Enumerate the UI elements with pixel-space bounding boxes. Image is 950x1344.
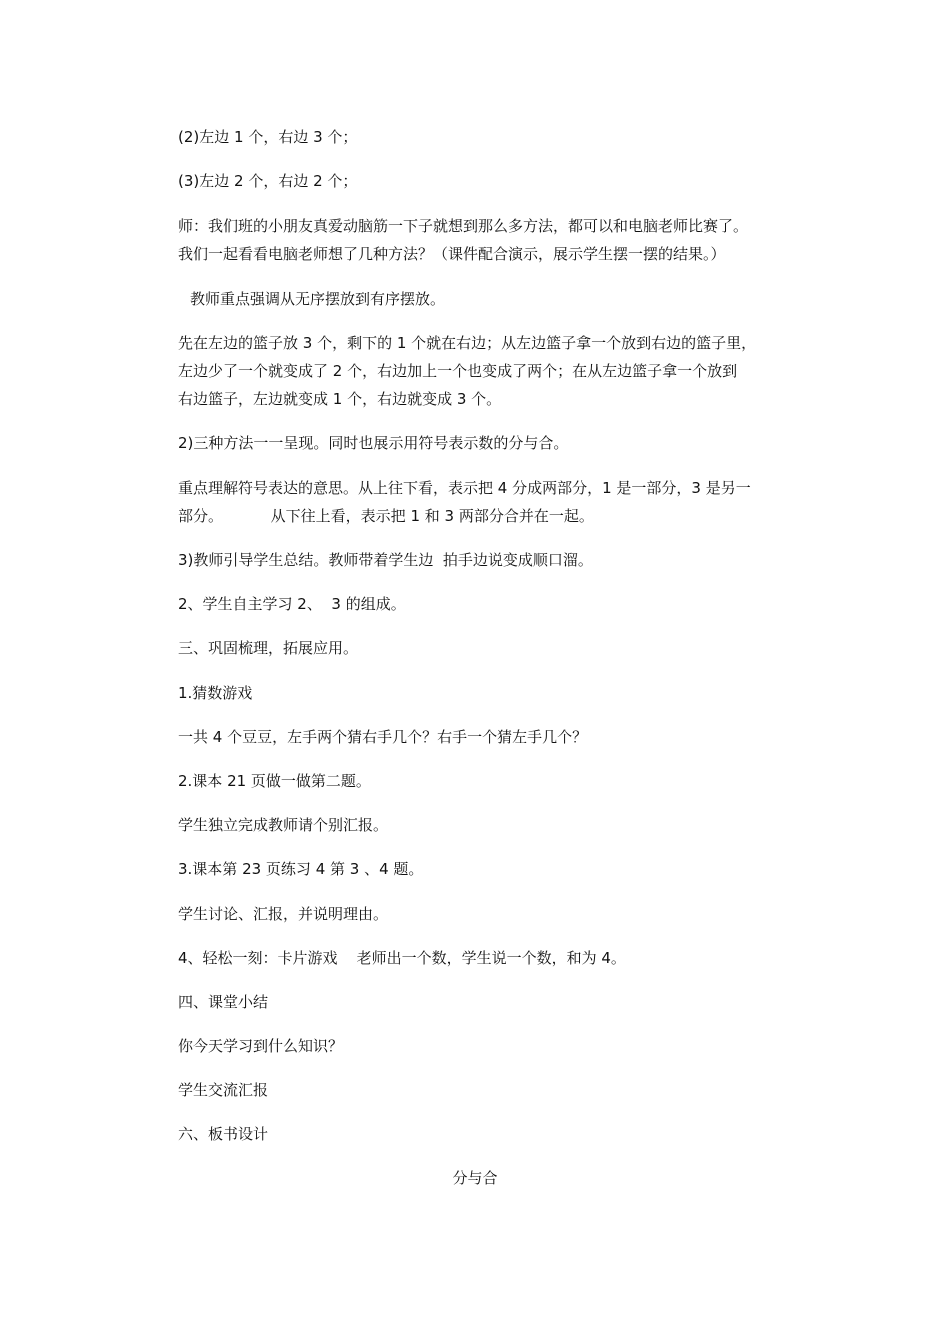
section-heading: 六、板书设计 [178, 1125, 269, 1143]
text-line: 一共 4 个豆豆，左手两个猜右手几个？右手一个猜左手几个？ [178, 728, 588, 746]
section-heading: 三、巩固梳理，拓展应用。 [178, 639, 359, 657]
text-line: 1.猜数游戏 [178, 684, 253, 702]
text-line: 学生交流汇报 [178, 1081, 269, 1099]
text-line: 你今天学习到什么知识？ [178, 1037, 344, 1055]
text-line: 3)教师引导学生总结。教师带着学生边 拍手边说变成顺口溜。 [178, 551, 593, 569]
text-line: 左边少了一个就变成了 2 个，右边加上一个也变成了两个；在从左边篮子拿一个放到 [178, 362, 738, 380]
text-line: 4、轻松一刻：卡片游戏 老师出一个数，学生说一个数，和为 4。 [178, 949, 626, 967]
text-line: 师：我们班的小朋友真爱动脑筋一下子就想到那么多方法，都可以和电脑老师比赛了。 [178, 217, 749, 235]
text-line: 右边篮子，左边就变成 1 个，右边就变成 3 个。 [178, 390, 502, 408]
text-line: 我们一起看看电脑老师想了几种方法？（课件配合演示，展示学生摆一摆的结果。） [178, 245, 726, 263]
text-line: 先在左边的篮子放 3 个，剩下的 1 个就在右边；从左边篮子拿一个放到右边的篮子里， [178, 334, 757, 352]
text-line: 学生讨论、汇报，并说明理由。 [178, 905, 389, 923]
text-line: 2.课本 21 页做一做第二题。 [178, 772, 371, 790]
text-line: (3)左边 2 个，右边 2 个； [178, 172, 358, 190]
text-line: 教师重点强调从无序摆放到有序摆放。 [190, 290, 446, 308]
text-line: 3.课本第 23 页练习 4 第 3 、4 题。 [178, 860, 424, 878]
text-line: 部分。 从下往上看，表示把 1 和 3 两部分合并在一起。 [178, 507, 594, 525]
board-title: 分与合 [452, 1169, 498, 1187]
text-line: 学生独立完成教师请个别汇报。 [178, 816, 389, 834]
text-line: 重点理解符号表达的意思。从上往下看，表示把 4 分成两部分，1 是一部分，3 是另一 [178, 479, 751, 497]
section-heading: 四、课堂小结 [178, 993, 269, 1011]
text-line: (2)左边 1 个，右边 3 个； [178, 128, 358, 146]
text-line: 2)三种方法一一呈现。同时也展示用符号表示数的分与合。 [178, 434, 569, 452]
text-line: 2、学生自主学习 2、 3 的组成。 [178, 595, 406, 613]
